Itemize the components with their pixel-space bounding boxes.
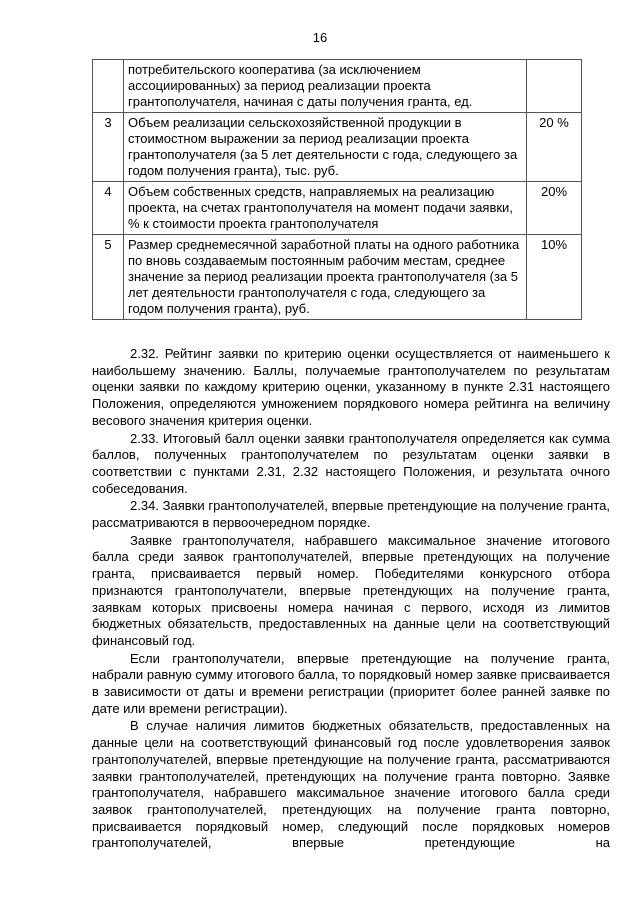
paragraph: Если грантополучатели, впервые претендующие на получение гранта, набрали равную сумму итогового балла, то порядковый номер заявке присваивается в зависимости от даты и времени регистрации (приоритет более ранней заявке по дате или времени регистрации). <box>92 650 610 716</box>
table-row <box>93 182 582 235</box>
document-body <box>92 346 610 853</box>
table-row <box>93 113 582 182</box>
criteria-table <box>92 59 582 320</box>
paragraph-2-33: 2.33. Итоговый балл оценки заявки грантополучателя определяется как сумма баллов, полученных грантополучателем по результатам оценки заявки в соответствии с пунктами 2.31, 2.32 настоящего Положения, и результата очного собеседования. <box>92 430 610 496</box>
row-number: 3 <box>93 113 124 182</box>
criterion-text: Объем реализации сельскохозяйственной продукции в стоимостном выражении за период реализации проекта грантополучателя (за 5 лет деятельности с года, следующего за годом получения гранта), тыс. руб. <box>124 113 527 182</box>
table-row <box>93 235 582 320</box>
row-number: 5 <box>93 235 124 320</box>
paragraph-2-34: 2.34. Заявки грантополучателей, впервые претендующие на получение гранта, рассматриваются в первоочередном порядке. <box>92 498 610 531</box>
criterion-text: Объем собственных средств, направляемых на реализацию проекта, на счетах грантополучателя на момент подачи заявки, % к стоимости проекта грантополучателя <box>124 182 527 235</box>
page-number: 16 <box>312 30 328 45</box>
criterion-text: потребительского кооператива (за исключением ассоциированных) за период реализации проекта грантополучателя, начиная с даты получения гранта, ед. <box>124 60 527 113</box>
paragraph: В случае наличия лимитов бюджетных обязательств, предоставленных на данные цели на соответствующий финансовый год после удовлетворения заявок грантополучателей, впервые претендующие на получение гранта, рассматриваются заявки грантополучателей, претендующих на получение гранта повторно. Заявке грантополучателя, набравшего максимальное значение итогового балла среди заявок грантополучателей, претендующих на получение гранта повторно, присваивается порядковый номер, следующий после порядковых номеров грантополучателей, впервые претендующие на <box>92 718 610 851</box>
criterion-text: Размер среднемесячной заработной платы на одного работника по вновь создаваемым постоянным рабочим местам, среднее значение за период реализации проекта грантополучателя (за 5 лет деятельности грантополучателя с года, следующего за годом получения гранта), руб. <box>124 235 527 320</box>
criterion-weight <box>527 60 582 113</box>
paragraph-2-32: 2.32. Рейтинг заявки по критерию оценки осуществляется от наименьшего к наибольшему значению. Баллы, получаемые грантополучателем по результатам оценки заявки по каждому критерию оценки, указанному в пункте 2.31 настоящего Положения, определяются умножением порядкового номера рейтинга на величину весового значения критерия оценки. <box>92 346 610 428</box>
criterion-weight: 20 % <box>527 113 582 182</box>
row-number: 4 <box>93 182 124 235</box>
criterion-weight: 10% <box>527 235 582 320</box>
row-number <box>93 60 124 113</box>
paragraph: Заявке грантополучателя, набравшего максимальное значение итогового балла среди заявок грантополучателей, впервые претендующих на получение гранта, присваивается первый номер. Победителями конкурсного отбора признаются грантополучатели, впервые претендующих на получение гранта, заявкам которых присвоены номера начиная с первого, исходя из лимитов бюджетных обязательств, предоставленных на данные цели на соответствующий финансовый год. <box>92 532 610 648</box>
table-row <box>93 60 582 113</box>
criterion-weight: 20% <box>527 182 582 235</box>
